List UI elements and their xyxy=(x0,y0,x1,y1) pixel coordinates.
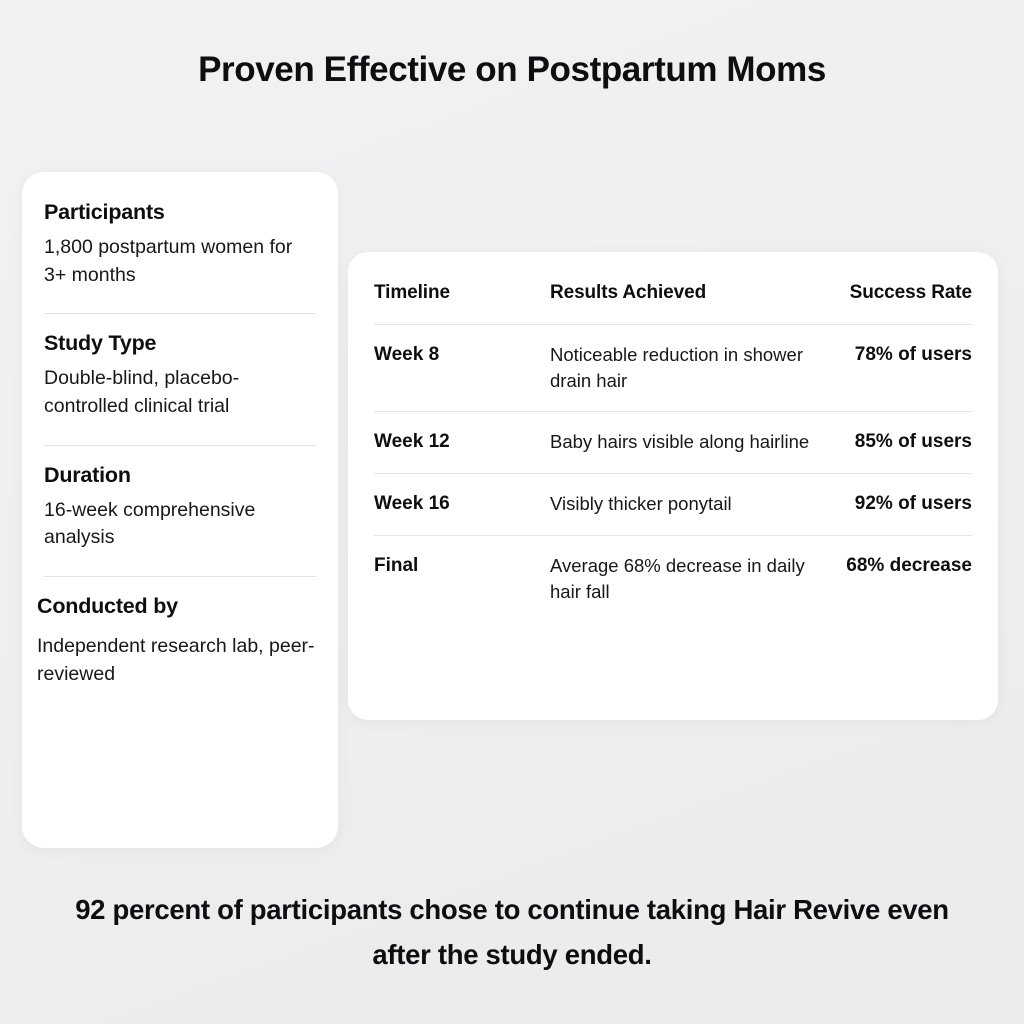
table-header-row xyxy=(374,276,972,325)
study-detail-value: Independent research lab, peer-reviewed xyxy=(37,635,315,685)
results-table xyxy=(374,276,972,623)
study-detail-label: Duration xyxy=(44,462,131,487)
table-row xyxy=(374,412,972,474)
study-detail-conducted-by xyxy=(37,594,316,694)
column-header-success-rate: Success Rate xyxy=(849,282,972,303)
study-detail-value: Double-blind, placebo-controlled clinical trial xyxy=(44,367,240,418)
divider xyxy=(44,576,316,577)
column-header-timeline: Timeline xyxy=(374,282,450,303)
cell-success-rate: 92% of users xyxy=(822,474,972,536)
footer-statement: 92 percent of participants chose to continue taking Hair Revive even after the study ended. xyxy=(75,894,949,970)
cell-timeline: Week 16 xyxy=(374,474,550,536)
cell-result: Average 68% decrease in daily hair fall xyxy=(550,536,822,623)
cell-timeline: Week 8 xyxy=(374,325,550,412)
cell-result: Baby hairs visible along hairline xyxy=(550,412,822,474)
study-detail-value: 1,800 postpartum women for 3+ months xyxy=(44,236,293,286)
cell-success-rate: 78% of users xyxy=(822,325,972,412)
study-detail-study-type xyxy=(44,331,316,426)
table-row xyxy=(374,325,972,412)
cell-timeline: Final xyxy=(374,536,550,623)
study-detail-label: Conducted by xyxy=(37,594,178,619)
cell-result: Visibly thicker ponytail xyxy=(550,474,822,536)
table-row xyxy=(374,474,972,536)
study-details-card xyxy=(22,172,338,848)
cell-result: Noticeable reduction in shower drain hair xyxy=(550,325,822,412)
study-detail-value: 16-week comprehensive analysis xyxy=(44,498,256,549)
page-title: Proven Effective on Postpartum Moms xyxy=(198,50,826,89)
study-detail-duration xyxy=(44,463,316,558)
divider xyxy=(44,445,316,446)
cell-success-rate: 68% decrease xyxy=(822,536,972,623)
column-header-results: Results Achieved xyxy=(550,282,707,303)
cell-timeline: Week 12 xyxy=(374,412,550,474)
study-detail-label: Participants xyxy=(44,200,165,224)
results-table-card xyxy=(348,252,998,720)
table-row xyxy=(374,536,972,623)
study-detail-label: Study Type xyxy=(44,331,157,356)
study-detail-participants xyxy=(44,200,316,295)
divider xyxy=(44,313,316,314)
cell-success-rate: 85% of users xyxy=(822,412,972,474)
